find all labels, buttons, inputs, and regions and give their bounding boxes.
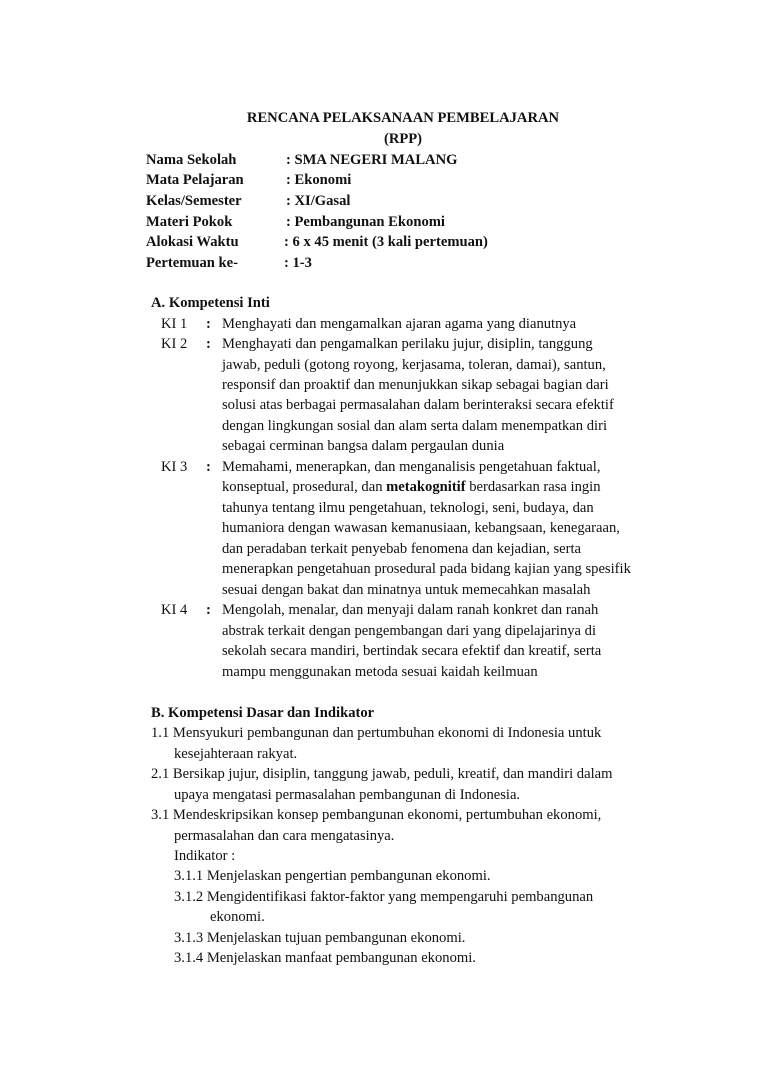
identity-value-school: : SMA NEGERI MALANG bbox=[286, 152, 458, 168]
ki2-line-4: solusi atas berbagai permasalahan dalam berinteraksi secara efektif bbox=[222, 397, 614, 413]
ki3-line-3: tahunya tentang ilmu pengetahuan, teknologi, seni, budaya, dan bbox=[222, 500, 594, 516]
kd-2-1-line-2: upaya mengatasi permasalahan pembangunan di Indonesia. bbox=[174, 787, 521, 803]
ki3-line-2-post: berdasarkan rasa ingin bbox=[465, 479, 601, 495]
identity-label-time: Alokasi Waktu bbox=[146, 234, 239, 250]
identity-label-topic: Materi Pokok bbox=[146, 214, 233, 230]
ki3-line-4: humaniora dengan wawasan kemanusiaan, kebangsaan, kenegaraan, bbox=[222, 520, 620, 536]
identity-label-subject: Mata Pelajaran bbox=[146, 172, 244, 188]
identity-value-topic: : Pembangunan Ekonomi bbox=[286, 214, 445, 230]
ki2-line-3: responsif dan proaktif dan menunjukkan sikap sebagai bagian dari bbox=[222, 377, 609, 393]
identity-value-class: : XI/Gasal bbox=[286, 193, 351, 209]
ki1-text: Menghayati dan mengamalkan ajaran agama yang dianutnya bbox=[222, 316, 577, 332]
indikator-label: Indikator : bbox=[174, 848, 236, 864]
kd-1-1-line-1: 1.1 Mensyukuri pembangunan dan pertumbuhan ekonomi di Indonesia untuk bbox=[151, 725, 602, 741]
kd-3-1-line-1: 3.1 Mendeskripsikan konsep pembangunan ekonomi, pertumbuhan ekonomi, bbox=[151, 807, 602, 823]
section-a-heading: A. Kompetensi Inti bbox=[151, 295, 270, 311]
ki2-line-2: jawab, peduli (gotong royong, kerjasama, toleran, damai), santun, bbox=[222, 357, 606, 373]
ki3-line-5: dan peradaban terkait penyebab fenomena dan kejadian, serta bbox=[222, 541, 581, 557]
document-subtitle: (RPP) bbox=[383, 131, 423, 147]
kd-2-1-line-1: 2.1 Bersikap jujur, disiplin, tanggung jawab, peduli, kreatif, dan mandiri dalam bbox=[151, 766, 613, 782]
ki2-label: KI 2 bbox=[161, 336, 188, 352]
ki4-colon: : bbox=[206, 602, 211, 618]
kd-3-1-line-2: permasalahan dan cara mengatasinya. bbox=[174, 828, 395, 844]
ki4-line-3: sekolah secara mandiri, bertindak secara efektif dan kreatif, serta bbox=[222, 643, 602, 659]
kd-1-1-line-2: kesejahteraan rakyat. bbox=[174, 746, 298, 762]
ki4-line-4: mampu menggunakan metoda sesuai kaidah keilmuan bbox=[222, 664, 538, 680]
document-title: RENCANA PELAKSANAAN PEMBELAJARAN bbox=[246, 110, 560, 126]
indikator-3-1-1: 3.1.1 Menjelaskan pengertian pembangunan ekonomi. bbox=[174, 868, 491, 884]
ki2-line-6: sebagai cerminan bangsa dalam pergaulan dunia bbox=[222, 438, 505, 454]
identity-value-meeting: : 1-3 bbox=[284, 255, 312, 271]
indikator-3-1-2: 3.1.2 Mengidentifikasi faktor-faktor yang mempengaruhi pembangunan bbox=[174, 889, 594, 905]
ki3-line-7: sesuai dengan bakat dan minatnya untuk memecahkan masalah bbox=[222, 582, 591, 598]
identity-value-time: : 6 x 45 menit (3 kali pertemuan) bbox=[284, 234, 488, 250]
ki2-colon: : bbox=[206, 336, 211, 352]
identity-label-class: Kelas/Semester bbox=[146, 193, 242, 209]
ki1-label: KI 1 bbox=[161, 316, 188, 332]
identity-label-meeting: Pertemuan ke- bbox=[146, 255, 238, 271]
ki4-line-2: abstrak terkait dengan pengembangan dari yang dipelajarinya di bbox=[222, 623, 597, 639]
identity-value-subject: : Ekonomi bbox=[286, 172, 352, 188]
ki3-colon: : bbox=[206, 459, 211, 475]
ki3-label: KI 3 bbox=[161, 459, 188, 475]
ki2-line-5: dengan lingkungan sosial dan alam serta dalam menempatkan diri bbox=[222, 418, 607, 434]
ki1-colon: : bbox=[206, 316, 211, 332]
ki2-line-1: Menghayati dan pengamalkan perilaku jujur, disiplin, tanggung bbox=[222, 336, 593, 352]
ki3-line-1: Memahami, menerapkan, dan menganalisis pengetahuan faktual, bbox=[222, 459, 601, 475]
ki3-bold-term: metakognitif bbox=[386, 479, 466, 495]
ki4-line-1: Mengolah, menalar, dan menyaji dalam ranah konkret dan ranah bbox=[222, 602, 599, 618]
identity-label-school: Nama Sekolah bbox=[146, 152, 237, 168]
ki4-label: KI 4 bbox=[161, 602, 188, 618]
ki3-line-2 bbox=[222, 479, 601, 496]
section-b-heading: B. Kompetensi Dasar dan Indikator bbox=[151, 705, 375, 721]
ki3-line-2-pre: konseptual, prosedural, dan bbox=[222, 479, 387, 495]
indikator-3-1-2-cont: ekonomi. bbox=[210, 909, 265, 925]
indikator-3-1-4: 3.1.4 Menjelaskan manfaat pembangunan ekonomi. bbox=[174, 950, 476, 966]
indikator-3-1-3: 3.1.3 Menjelaskan tujuan pembangunan ekonomi. bbox=[174, 930, 466, 946]
ki3-line-6: menerapkan pengetahuan prosedural pada bidang kajian yang spesifik bbox=[222, 561, 631, 577]
